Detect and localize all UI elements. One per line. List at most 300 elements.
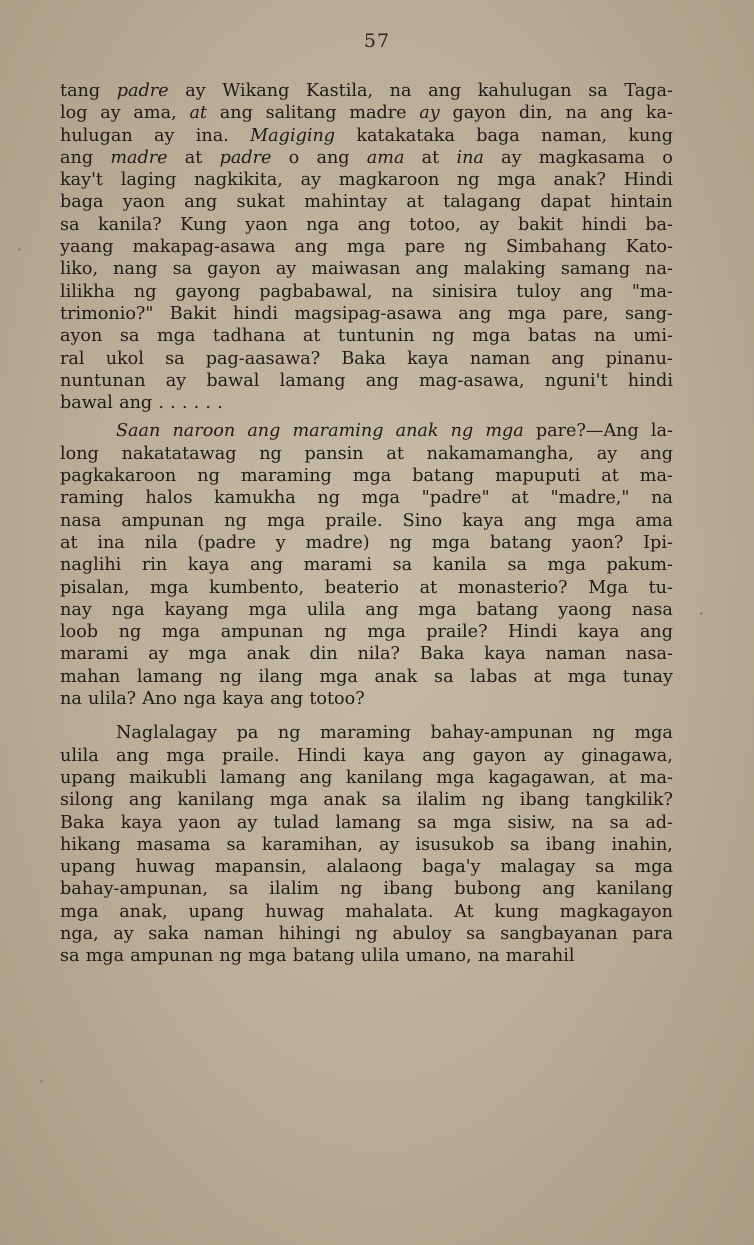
word: ang (116, 745, 150, 766)
word: Hindi (623, 170, 673, 191)
word: kanila (432, 555, 487, 576)
word: ay (100, 103, 121, 124)
word: pakum- (606, 555, 673, 576)
word: tulad (273, 812, 320, 833)
text-line (60, 169, 673, 191)
word: mga (361, 488, 401, 509)
word: at (60, 532, 78, 553)
word: ang (458, 303, 492, 324)
word: ang (249, 555, 284, 576)
word: Baka (419, 644, 465, 665)
word: sa (595, 857, 615, 878)
word: at (601, 466, 619, 487)
word: ang (365, 599, 399, 620)
word: mga (161, 622, 201, 643)
word: yaon (178, 812, 221, 833)
word: o (288, 147, 300, 168)
word: batang (489, 532, 552, 553)
word: bahay-ampunan, (60, 879, 208, 900)
word: kay't (60, 170, 103, 191)
word: Hindi (508, 622, 558, 643)
word: ng (355, 923, 378, 944)
text-line (60, 599, 673, 621)
word: Kastila, (305, 81, 374, 101)
word: sa (119, 326, 140, 347)
word: ma- (639, 466, 673, 487)
word: salitang (265, 103, 337, 124)
word: naglihi (60, 555, 122, 576)
word: ng (317, 488, 340, 509)
word: sa (226, 834, 246, 855)
word: mga (472, 326, 511, 347)
word: baga (60, 192, 104, 213)
word: masama (136, 834, 211, 855)
word: mga (319, 666, 358, 687)
word: mapuputi (495, 466, 581, 487)
word: sangbayanan (500, 923, 618, 944)
word: ay (165, 370, 187, 391)
word: sinisira (432, 281, 498, 302)
word: ilang (258, 666, 303, 687)
word: ng (219, 946, 242, 967)
word: ay (113, 923, 134, 944)
word: nila? (357, 644, 400, 665)
page-number: 57 (363, 30, 391, 52)
word: bubong (454, 879, 522, 900)
word: maikubli (129, 767, 207, 788)
word: abuloy (392, 923, 452, 944)
word: ang (639, 443, 673, 464)
text-line (60, 856, 673, 878)
word: nga (306, 214, 340, 235)
word: ibang (383, 879, 434, 900)
word: . (193, 393, 200, 414)
word: praile. (325, 510, 383, 531)
word: mga (547, 555, 586, 576)
word: kung (494, 901, 540, 922)
word: kaya (462, 510, 504, 531)
word: mahan (60, 666, 121, 687)
word: kaya (484, 644, 526, 665)
word: nuntunan (60, 370, 146, 391)
word: ay (154, 125, 175, 146)
word: anak (323, 790, 367, 811)
text-line (60, 392, 673, 414)
word: mga (431, 532, 471, 553)
text-line (60, 325, 673, 347)
word: mga (269, 790, 308, 811)
word: y (275, 532, 286, 553)
word: sa (172, 259, 193, 280)
word: anak (374, 666, 418, 687)
word: . (158, 393, 164, 414)
word: ay (185, 81, 206, 101)
word: ang (219, 103, 253, 124)
word: lamang (335, 812, 402, 833)
word: lamang (219, 767, 286, 788)
word: mga (507, 303, 547, 324)
word: umi- (633, 326, 673, 347)
word: ang (294, 237, 328, 258)
text-line (60, 878, 673, 900)
word: anak? (553, 170, 606, 191)
text-line (60, 923, 673, 945)
word: kahulugan (477, 81, 572, 101)
text-line (60, 767, 673, 789)
word: ang (357, 214, 391, 235)
text-line (60, 236, 673, 258)
word: ma- (639, 767, 673, 788)
word: ukol (105, 348, 144, 369)
word: ang (60, 147, 94, 168)
word: ang (428, 81, 462, 101)
word: nila (144, 532, 178, 553)
word: saka (148, 923, 189, 944)
word: at (302, 326, 321, 347)
word: ang (542, 879, 576, 900)
word: nga, (60, 923, 99, 944)
word: naman (545, 644, 606, 665)
word: at (419, 577, 438, 598)
word: mga (266, 510, 306, 531)
word: na (571, 812, 594, 833)
word: ay (300, 170, 322, 191)
word: mga (567, 666, 607, 687)
word: pagkakaroon (60, 466, 177, 487)
word: ay (378, 834, 400, 855)
word: ampunan (121, 510, 205, 531)
word: ng (197, 466, 220, 487)
word: Ipi- (643, 532, 673, 553)
word: Bakit (169, 303, 217, 324)
word: ina (97, 532, 125, 553)
word: magkaroon (338, 170, 440, 191)
word: totoo? (309, 689, 365, 710)
word: kanilang (345, 767, 423, 788)
word: "madre," (550, 488, 630, 509)
body-text (60, 80, 673, 968)
word: isusukob (415, 834, 495, 855)
word: yaon? (571, 532, 624, 553)
word: mga (85, 946, 125, 967)
text-line (60, 125, 673, 147)
word: Simbahang (506, 237, 607, 258)
word: magkagayon (559, 901, 673, 922)
word: kagagawan, (488, 767, 596, 788)
word: sa (165, 348, 185, 369)
word: yaon (122, 192, 166, 213)
text-line (60, 554, 673, 576)
word: na (60, 689, 82, 710)
word: ad- (645, 812, 673, 833)
word: alalaong (326, 857, 403, 878)
word: baga (476, 125, 520, 146)
word: . (181, 393, 188, 414)
word: din, (518, 103, 553, 124)
word: ng (219, 666, 242, 687)
word: madre) (305, 532, 370, 553)
word: sa (417, 812, 437, 833)
word: sa (466, 923, 486, 944)
word: ka- (645, 103, 673, 124)
word: nakamamangha, (426, 443, 574, 464)
word: bahay-ampunan (430, 723, 573, 744)
text-line (60, 487, 673, 509)
word: sa (510, 834, 530, 855)
word: lamang (279, 370, 346, 391)
word: mga (367, 622, 406, 643)
word: ng (118, 622, 142, 643)
word: kamukha (214, 488, 296, 509)
text-line (60, 370, 673, 392)
word: pinanu- (605, 348, 673, 369)
word: Sino (402, 510, 443, 531)
text-line (60, 745, 673, 767)
text-line (60, 945, 673, 967)
word: ang (415, 259, 449, 280)
text-line (60, 214, 673, 236)
word: sang- (624, 303, 673, 324)
word: hikang (60, 834, 121, 855)
word: ibang (519, 790, 570, 811)
word: ulila (60, 745, 99, 766)
word: ng (133, 281, 157, 302)
word: halos (145, 488, 193, 509)
word: sa (434, 666, 454, 687)
word: mga (60, 901, 99, 922)
word: mga (497, 170, 536, 191)
word: pansin (304, 443, 364, 464)
word: ulila? (87, 689, 137, 710)
word: "ma- (631, 281, 673, 302)
word: ng (339, 879, 363, 900)
word: ay (275, 259, 297, 280)
word: sa (588, 81, 608, 101)
word: maiwasan (311, 259, 401, 280)
word: Kung (180, 214, 227, 235)
word: ang (523, 510, 557, 531)
paper-speck (40, 1080, 43, 1083)
word: trimonio?" (60, 303, 154, 324)
text-line (60, 510, 673, 532)
word: samang (560, 259, 631, 280)
word: nasa (631, 599, 673, 620)
word: gayon (207, 259, 261, 280)
word: lilikha (60, 281, 115, 302)
word: mga (248, 946, 287, 967)
word: mga (634, 723, 673, 744)
word: pare (404, 237, 446, 258)
word: ama (635, 510, 673, 531)
word: makapag-asawa (132, 237, 276, 258)
word: sa (60, 946, 80, 967)
word: ral (60, 348, 85, 369)
word: marami (60, 644, 129, 665)
word: pisalan, (60, 577, 130, 598)
word: ampunan (220, 622, 304, 643)
word: naman (203, 923, 264, 944)
word: Kato- (625, 237, 673, 258)
word: kaya (187, 555, 230, 576)
word: na (651, 488, 673, 509)
word: anak (246, 644, 290, 665)
word: kaya (363, 745, 405, 766)
word: ang (422, 745, 456, 766)
word: naman, (541, 125, 608, 146)
word: nay (60, 599, 92, 620)
word: at (608, 767, 627, 788)
word: ng (481, 790, 505, 811)
word: gayon (472, 745, 527, 766)
word: baga'y (422, 857, 481, 878)
paper-speck (700, 612, 703, 615)
word: na (593, 326, 616, 347)
word: anak (395, 421, 439, 442)
word: yaon (245, 214, 288, 235)
word: ay (501, 147, 522, 168)
word: kanilang (177, 790, 255, 811)
word: sa (60, 214, 80, 235)
word: hintain (610, 192, 673, 213)
word: malaking (463, 259, 546, 280)
word: hindi (627, 370, 673, 391)
text-line (60, 80, 673, 102)
text-line (60, 147, 673, 169)
word: anak, (119, 901, 168, 922)
word: hindi (232, 303, 279, 324)
word: ay (596, 443, 618, 464)
word: ng (324, 622, 347, 643)
word: ina. (195, 125, 229, 146)
word: nga (183, 689, 217, 710)
word: ang (551, 348, 585, 369)
word: ang (184, 192, 218, 213)
word: Naglalagay (116, 723, 218, 744)
word: batang (476, 599, 539, 620)
word: Ano (142, 689, 177, 710)
word: kayang (164, 599, 229, 620)
word: huwag (264, 901, 325, 922)
word: hulugan (60, 125, 133, 146)
word: mga (485, 421, 524, 442)
word: na- (645, 259, 673, 280)
word: ginagawa, (581, 745, 673, 766)
word: sa (507, 555, 527, 576)
word: ng (224, 510, 247, 531)
word: magsipag-asawa (294, 303, 442, 324)
paper-speck (18, 248, 21, 251)
word: tu- (648, 577, 673, 598)
word: "padre" (421, 488, 490, 509)
word: ay (236, 812, 258, 833)
word: kanilang (596, 879, 673, 900)
word: gayong (175, 281, 241, 302)
text-line (60, 102, 673, 124)
word: ulila (360, 946, 400, 967)
word: upang (188, 901, 245, 922)
word: tuloy (516, 281, 561, 302)
word: mga (346, 237, 386, 258)
word: mga (453, 812, 492, 833)
text-line (60, 834, 673, 856)
word: yaong (558, 599, 612, 620)
word: ng (457, 170, 480, 191)
word: ay (543, 745, 564, 766)
word: mga (352, 466, 392, 487)
word: batang (412, 466, 475, 487)
word: kaya (222, 689, 264, 710)
word: at (533, 666, 552, 687)
word: maraming (319, 723, 411, 744)
text-line (60, 191, 673, 213)
word: o (662, 147, 673, 168)
word: lamang (136, 666, 203, 687)
word: para (632, 923, 673, 944)
text-line (60, 812, 673, 834)
word: marami (303, 555, 372, 576)
word: din (309, 644, 338, 665)
word: hindi (581, 214, 627, 235)
word: Wikang (222, 81, 290, 101)
word: liko, (60, 259, 99, 280)
word: . (205, 393, 211, 414)
text-line (60, 303, 673, 325)
word: mga (150, 577, 189, 598)
word: ba- (645, 214, 673, 235)
word: tang (60, 81, 101, 101)
word: naroon (172, 421, 236, 442)
word: mga (156, 326, 196, 347)
word: monasterio? (457, 577, 568, 598)
word: beaterio (324, 577, 400, 598)
word: ng (464, 237, 487, 258)
text-line (60, 789, 673, 811)
word: at (189, 103, 207, 124)
word: naman (469, 348, 531, 369)
word: Hindi (296, 745, 347, 766)
paragraph-gap (60, 710, 673, 722)
word: bakit (518, 214, 564, 235)
word: ilalim (416, 790, 467, 811)
word: karamihan, (261, 834, 364, 855)
word: talagang (443, 192, 522, 213)
word: ang (299, 767, 333, 788)
word: laging (120, 170, 177, 191)
word: na (477, 946, 500, 967)
word: kung (628, 125, 673, 146)
word: madre (349, 103, 407, 124)
word: Taga- (624, 81, 673, 101)
word: mga (166, 745, 205, 766)
word: ng (450, 421, 474, 442)
word: la- (650, 421, 673, 442)
word: mahalata. (345, 901, 434, 922)
text-line (60, 643, 673, 665)
word: ng (592, 723, 615, 744)
word: long (60, 443, 99, 464)
word: batang (292, 946, 355, 967)
word: marahil (505, 946, 575, 967)
text-line (60, 532, 673, 554)
word: sa (228, 879, 249, 900)
word: at (421, 147, 440, 168)
word: mga (634, 857, 673, 878)
text-line (60, 901, 673, 923)
word: tunay (622, 666, 673, 687)
word: ang (600, 103, 634, 124)
word: tuntunin (338, 326, 415, 347)
word: ina (456, 147, 484, 168)
